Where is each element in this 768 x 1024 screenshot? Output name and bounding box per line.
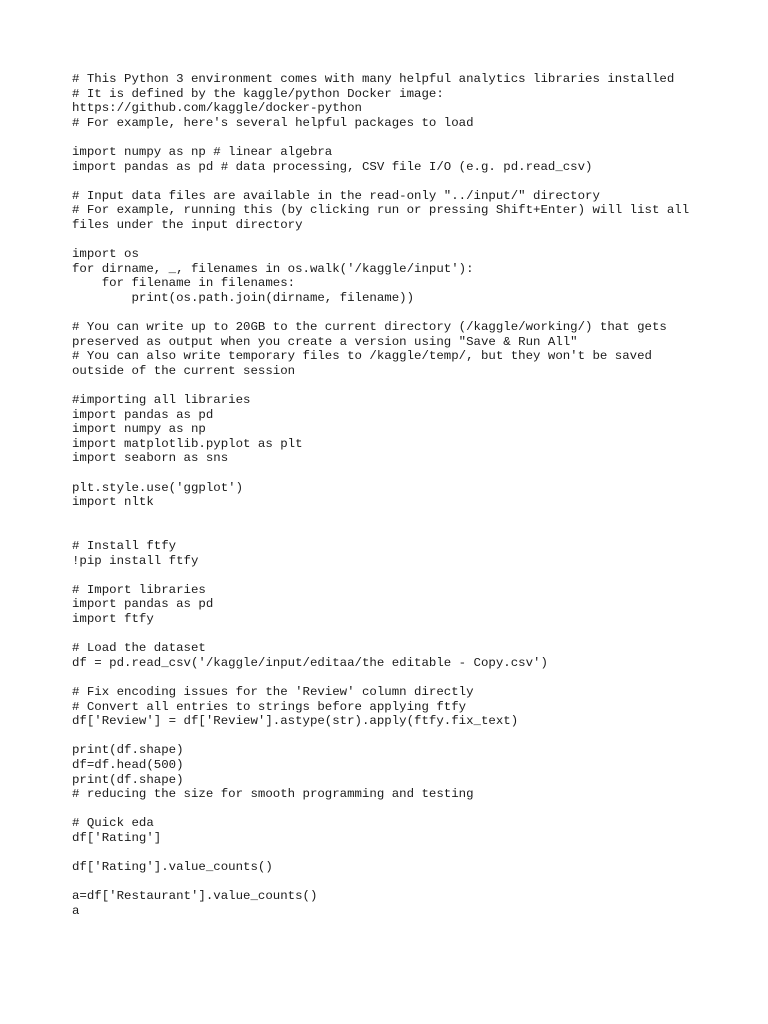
code-line: # It is defined by the kaggle/python Docker image: (72, 86, 444, 101)
code-line: #importing all libraries (72, 393, 251, 408)
code-line (72, 306, 712, 321)
code-line (72, 233, 712, 248)
code-line: import seaborn as sns (72, 451, 229, 466)
code-line: https://github.com/kaggle/docker-python (72, 101, 362, 116)
code-line: for dirname, _, filenames in os.walk('/kaggle/input'): (72, 261, 474, 276)
code-line: import numpy as np (72, 422, 206, 437)
code-line (72, 802, 712, 817)
code-line: preserved as output when you create a version using "Save & Run All" (72, 334, 578, 349)
code-line (72, 130, 712, 145)
code-line (72, 729, 712, 744)
code-line: print(df.shape) (72, 743, 184, 758)
code-line: import nltk (72, 495, 154, 510)
code-line (72, 627, 712, 642)
code-line: # For example, running this (by clicking run or pressing Shift+Enter) will list all (72, 203, 690, 218)
code-line: for filename in filenames: (72, 276, 296, 291)
code-line: import ftfy (72, 611, 154, 626)
code-line: print(os.path.join(dirname, filename)) (72, 290, 415, 305)
code-line: import pandas as pd (72, 597, 214, 612)
code-line: # Input data files are available in the read-only "../input/" directory (72, 188, 600, 203)
code-line: # This Python 3 environment comes with many helpful analytics libraries installed (72, 72, 675, 86)
code-line: # You can write up to 20GB to the current directory (/kaggle/working/) that gets (72, 320, 667, 335)
code-line: a (72, 903, 80, 918)
code-line: # Load the dataset (72, 641, 206, 656)
code-line: plt.style.use('ggplot') (72, 480, 244, 495)
code-line (72, 174, 712, 189)
code-line: df = pd.read_csv('/kaggle/input/editaa/the editable - Copy.csv') (72, 655, 548, 670)
code-line: outside of the current session (72, 363, 296, 378)
code-block (72, 72, 712, 918)
code-line (72, 875, 712, 890)
code-line: a=df['Restaurant'].value_counts() (72, 889, 318, 904)
code-line: print(df.shape) (72, 772, 184, 787)
code-line (72, 670, 712, 685)
code-line (72, 466, 712, 481)
code-line (72, 524, 712, 539)
code-line (72, 378, 712, 393)
code-line: import numpy as np # linear algebra (72, 144, 333, 159)
code-line: # Quick eda (72, 816, 154, 831)
code-line: # reducing the size for smooth programming and testing (72, 787, 474, 802)
code-line: files under the input directory (72, 217, 303, 232)
code-line: # Import libraries (72, 582, 206, 597)
code-line: import pandas as pd (72, 407, 214, 422)
code-line: # Fix encoding issues for the 'Review' column directly (72, 684, 474, 699)
code-line: df=df.head(500) (72, 757, 184, 772)
code-line: !pip install ftfy (72, 553, 199, 568)
code-line: df['Rating'].value_counts() (72, 860, 273, 875)
code-line: import pandas as pd # data processing, CSV file I/O (e.g. pd.read_csv) (72, 159, 593, 174)
code-line: import matplotlib.pyplot as plt (72, 436, 303, 451)
code-line: # For example, here's several helpful packages to load (72, 115, 474, 130)
code-line (72, 845, 712, 860)
code-line (72, 510, 712, 525)
code-line: import os (72, 247, 139, 262)
code-line: # Install ftfy (72, 539, 177, 553)
code-line: # Convert all entries to strings before applying ftfy (72, 699, 467, 714)
code-line: df['Review'] = df['Review'].astype(str).apply(ftfy.fix_text) (72, 714, 519, 729)
code-line: # You can also write temporary files to /kaggle/temp/, but they won't be saved (72, 349, 652, 364)
code-line (72, 568, 712, 583)
code-line: df['Rating'] (72, 830, 162, 845)
